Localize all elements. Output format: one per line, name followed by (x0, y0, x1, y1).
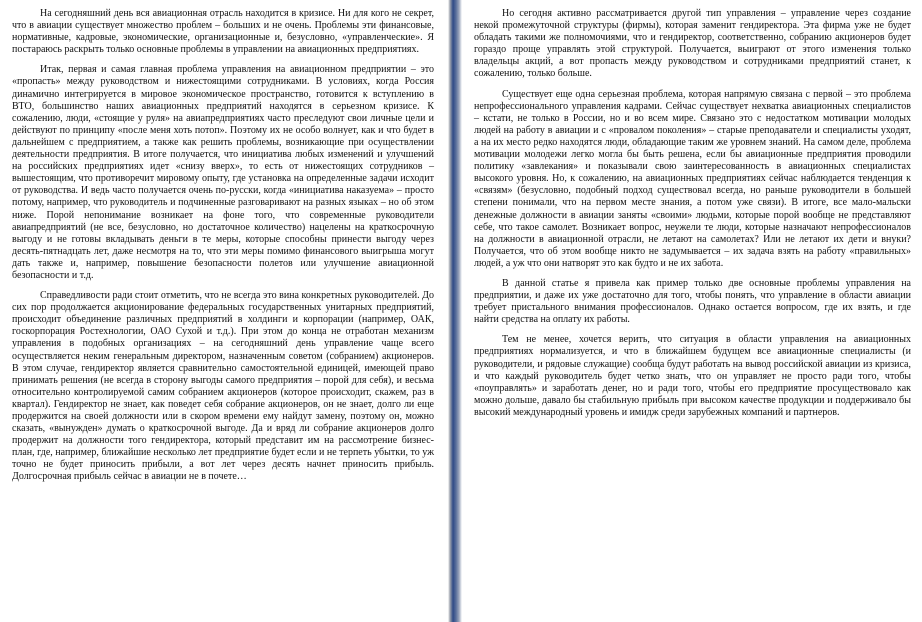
paragraph: Тем не менее, хочется верить, что ситуация в области управления на авиационных предприятиях нормализуется, и что в ближайшем будущем все авиационные специалисты (и руководители, и рядовые служащие) сообща будут работать на вывод российской авиации из кризиса, и что каждый руководитель будет четко знать, что он управляет не просто ради того, чтобы «поуправлять» и заработать денег, но и ради того, чтобы его предприятие просуществовало как можно дольше, давало бы стабильную прибыль при высоком качестве продукции и поддерживало бы высокий международный уровень и имидж среди зарубежных компаний и партнеров. (474, 334, 911, 418)
left-page (0, 0, 448, 622)
right-page (462, 0, 922, 622)
left-page-text (12, 8, 434, 484)
right-page-text (474, 8, 911, 419)
paragraph: В данной статье я привела как пример только две основные проблемы управления на предприятии, и даже их уже достаточно для того, чтобы понять, что управление в области авиации требует пристального внимания профессионалов. Однако остается вопросом, где их взять, и где найти средства на оплату их работы. (474, 277, 911, 326)
page-gutter-divider (448, 0, 462, 622)
paragraph: На сегодняшний день вся авиационная отрасль находится в кризисе. Ни для кого не секрет, что в авиации существует множество проблем – больших и не очень. Проблемы эти финансовые, нормативные, кадровые, экономические, организационные и, безусловно, «управленческие». Я постараюсь раскрыть только основные проблемы в управлении на авиационных предприятиях. (12, 8, 434, 56)
paragraph: Справедливости ради стоит отметить, что не всегда это вина конкретных руководителей. До сих пор продолжается акционирование федеральных государственных унитарных предприятий, происходит объединение различных предприятий в холдинги и корпорации (например, ОАК, госкорпорация Ростехнологии, ОАО Сухой и т.д.). При этом до конца не отработан механизм управления в подобных организациях – на сегодняшний день управление чаще всего осуществляется неким генеральным директором, назначенным советом (собранием) акционеров. В этом случае, гендиректор является сравнительно самостоятельной единицей, имеющей право принимать решения (не всегда в сторону выгоды самого предприятия – порой для себя), и весьма относительно контролируемой самим собранием акционеров (которое происходит, скажем, раз в квартал). Гендиректор не знает, как поведет себя собрание акционеров, он не знает, долго ли еще продержится на своей должности или в скором времени ему найдут замену, поэтому он, можно сказать, «вынужден» думать о краткосрочной выгоде. Да и вряд ли собрание акционеров долго продержит на должности того гендиректора, который представит им на рассмотрение бизнес-план, где, например, ближайшие несколько лет предприятие будет если и не терпеть убытки, то уж точно не будет приносить прибыли, а вот лет через десять начнет приносить прибыль. Долгосрочная прибыль сейчас в авиации не в почете… (12, 290, 434, 483)
paragraph: Итак, первая и самая главная проблема управления на авиационном предприятии – это «пропасть» между руководством и нижестоящими сотрудниками. В условиях, когда Россия динамично интегрируется в мировое экономическое пространство, готовится к вступлению в ВТО, большинство наших авиационных предприятий находятся в серьезном кризисе. К сожалению, люди, «стоящие у руля» на авиапредприятиях часто преследуют свои личные цели и действуют по принципу «после меня хоть потоп». Поэтому их не особо волнует, как и что будет в дальнейшем с предприятием, а также как решить проблемы, возникающие при осуществлении деятельности предприятия. В итоге получается, что инициатива любых изменений и улучшений на российских предприятиях идет «снизу вверх», то есть от нижестоящих сотрудников – вышестоящим, что противоречит мировому опыту, где установка на определенные задачи исходит от руководства. И ведь часто получается очень по-русски, когда «инициатива наказуема» – просто потому, например, что руководитель и подчиненные разговаривают на разных языках – но об этом ниже. Порой непонимание возникает на фоне того, что современные руководители авиапредприятий (не все, безусловно, но достаточное количество) нацелены на краткосрочную выгоду и не готовы вкладывать деньги в те меры, которые способны принести выгоду через десять-пятнадцать лет, даже несмотря на то, что эти меры помимо финансового выигрыша могут дать также и, например, повышение безопасности полетов или улучшение авиационной безопасности и т.д. (12, 64, 434, 281)
paragraph: Но сегодня активно рассматривается другой тип управления – управление через создание некой промежуточной структуры (фирмы), которая заменит гендиректора. Эта фирма уже не будет обладать такими же полномочиями, что и гендиректор, соответственно, собранию акционеров будет гораздо проще управлять этой структурой. Получается, выиграют от этого изменения только владельцы акций, а вот пропасть между руководством и сотрудниками предприятий станет, к сожалению, только больше. (474, 8, 911, 80)
paragraph: Существует еще одна серьезная проблема, которая напрямую связана с первой – это проблема непрофессионального управления кадрами. Сейчас существует нехватка авиационных специалистов – кстати, не только в России, но и во всем мире. Связано это с недостатком мотивации молодых людей на работу в авиации и с «провалом поколения» – старые преподаватели и специалисты уходят, а на их место редко находятся люди, обладающие таким же уровнем знаний. На самом деле, проблема мотивации молодежи легко могла бы быть решена, если бы авиационные предприятия проводили политику «завлекания» и показывали свою заинтересованность в авиационных специалистах высокого уровня. Но, к сожалению, на авиационных предприятиях сейчас наблюдается тенденция к «связям» (безусловно, подобный подход существовал всегда, но раньше руководители в большей степени понимали, что на первом месте знания, а потом уже связи). В итоге, все мало-мальски денежные должности в авиации заняты «своими» людьми, которые порой вообще не представляют себе, что такое самолет. Возникает вопрос, неужели те люди, которые назначают непрофессионалов на должности в авиационной отрасли, не летают на самолетах? Или не летают их дети и внуки? Получается, что об этом вообще никто не задумывается – их задача взять на работу «правильных» людей, а уж что они натворят это как будто и не их забота. (474, 88, 911, 269)
